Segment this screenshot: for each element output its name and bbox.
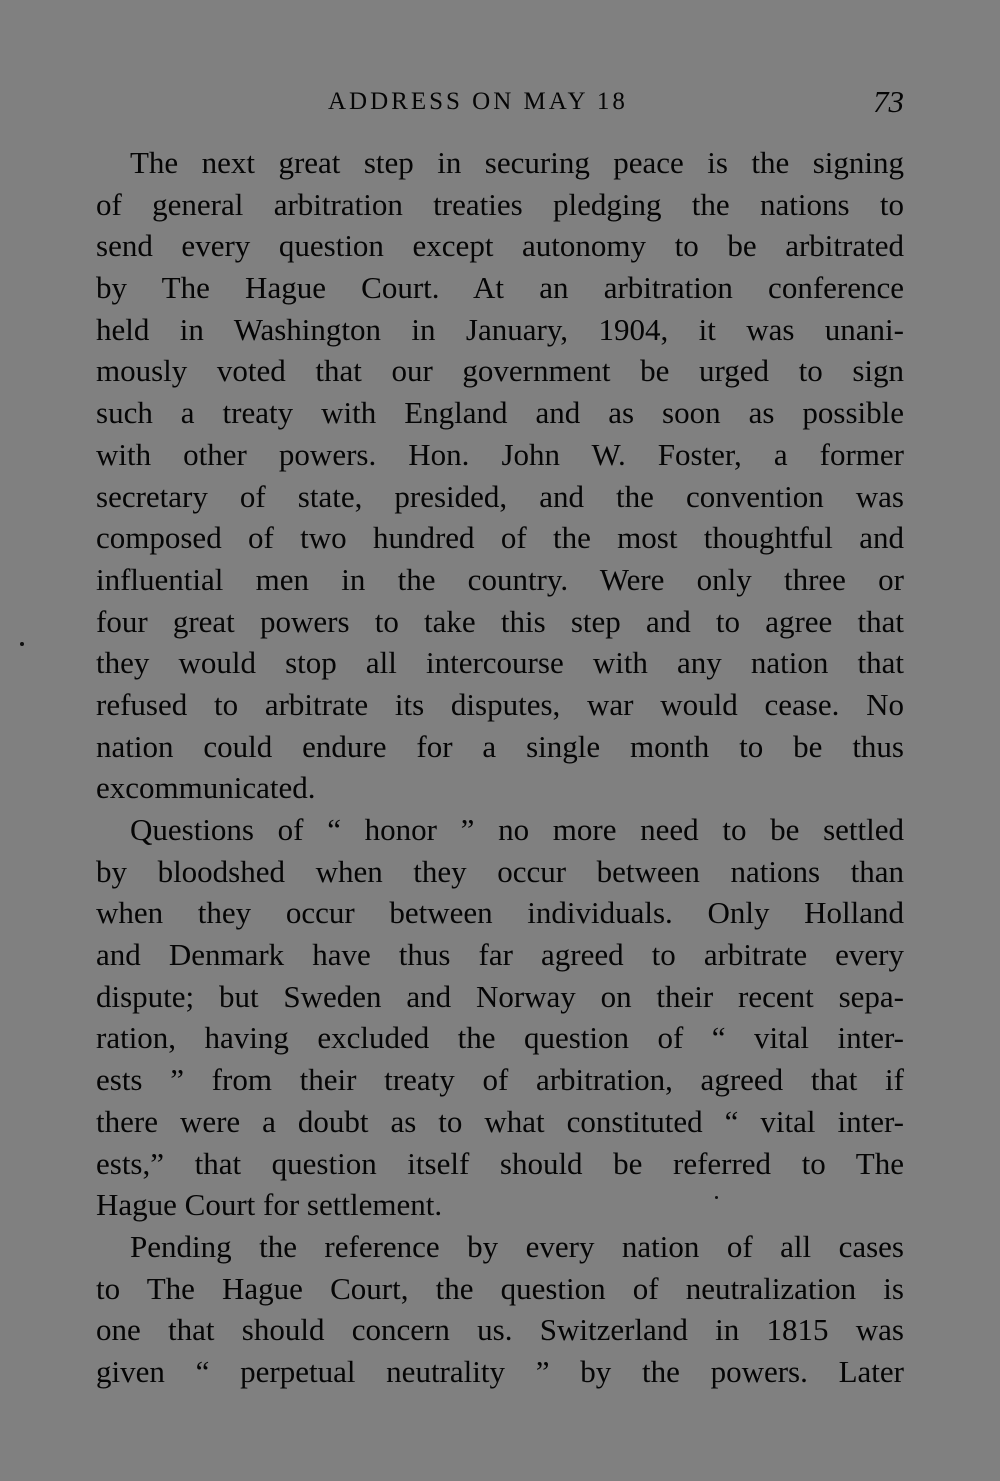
text-line: refused to arbitrate its disputes, war would cease. No	[96, 686, 904, 722]
text-line: composed of two hundred of the most thoughtful and	[96, 520, 904, 556]
text-line: send every question except autonomy to be arbitrated	[96, 228, 904, 264]
text-line: of general arbitration treaties pledging the nations to	[96, 186, 904, 222]
text-line: secretary of state, presided, and the convention was	[96, 478, 904, 514]
text-line: there were a doubt as to what constituted “ vital inter-	[96, 1103, 904, 1139]
running-title: ADDRESS ON MAY 18	[328, 88, 628, 115]
text-line: influential men in the country. Were only three or	[96, 561, 904, 597]
text-line: mously voted that our government be urged to sign	[96, 353, 904, 389]
text-line: The next great step in securing peace is the signing	[130, 145, 904, 180]
page-number: 73	[873, 84, 904, 119]
text-line: one that should concern us. Switzerland in 1815 was	[96, 1312, 904, 1348]
text-line: given “ perpetual neutrality ” by the powers. Later	[96, 1353, 904, 1389]
text-line: ests,” that question itself should be referred to The	[96, 1145, 904, 1181]
text-line: they would stop all intercourse with any nation that	[96, 645, 904, 681]
text-line: with other powers. Hon. John W. Foster, a former	[96, 436, 904, 472]
body-text	[96, 142, 904, 1393]
running-header	[96, 84, 904, 124]
text-line: ration, having excluded the question of “ vital inter-	[96, 1020, 904, 1056]
text-line: ests ” from their treaty of arbitration, agreed that if	[96, 1062, 904, 1098]
text-line: Questions of “ honor ” no more need to be settled	[130, 812, 904, 847]
text-line: nation could endure for a single month to be thus	[96, 728, 904, 764]
print-speck	[715, 1196, 718, 1199]
text-line: and Denmark have thus far agreed to arbitrate every	[96, 937, 904, 973]
text-line: held in Washington in January, 1904, it was unani-	[96, 311, 904, 347]
text-line: by bloodshed when they occur between nations than	[96, 853, 904, 889]
text-line: to The Hague Court, the question of neutralization is	[96, 1270, 904, 1306]
text-line: Pending the reference by every nation of all cases	[130, 1228, 904, 1264]
text-line: four great powers to take this step and to agree that	[96, 603, 904, 639]
text-line: when they occur between individuals. Only Holland	[96, 895, 904, 931]
print-speck	[20, 642, 24, 646]
text-line: dispute; but Sweden and Norway on their recent sepa-	[96, 978, 904, 1014]
text-line: excommunicated.	[96, 770, 316, 806]
text-line: such a treaty with England and as soon as possible	[96, 395, 904, 431]
text-line: by The Hague Court. At an arbitration conference	[96, 270, 904, 306]
text-line: Hague Court for settlement.	[96, 1187, 443, 1223]
